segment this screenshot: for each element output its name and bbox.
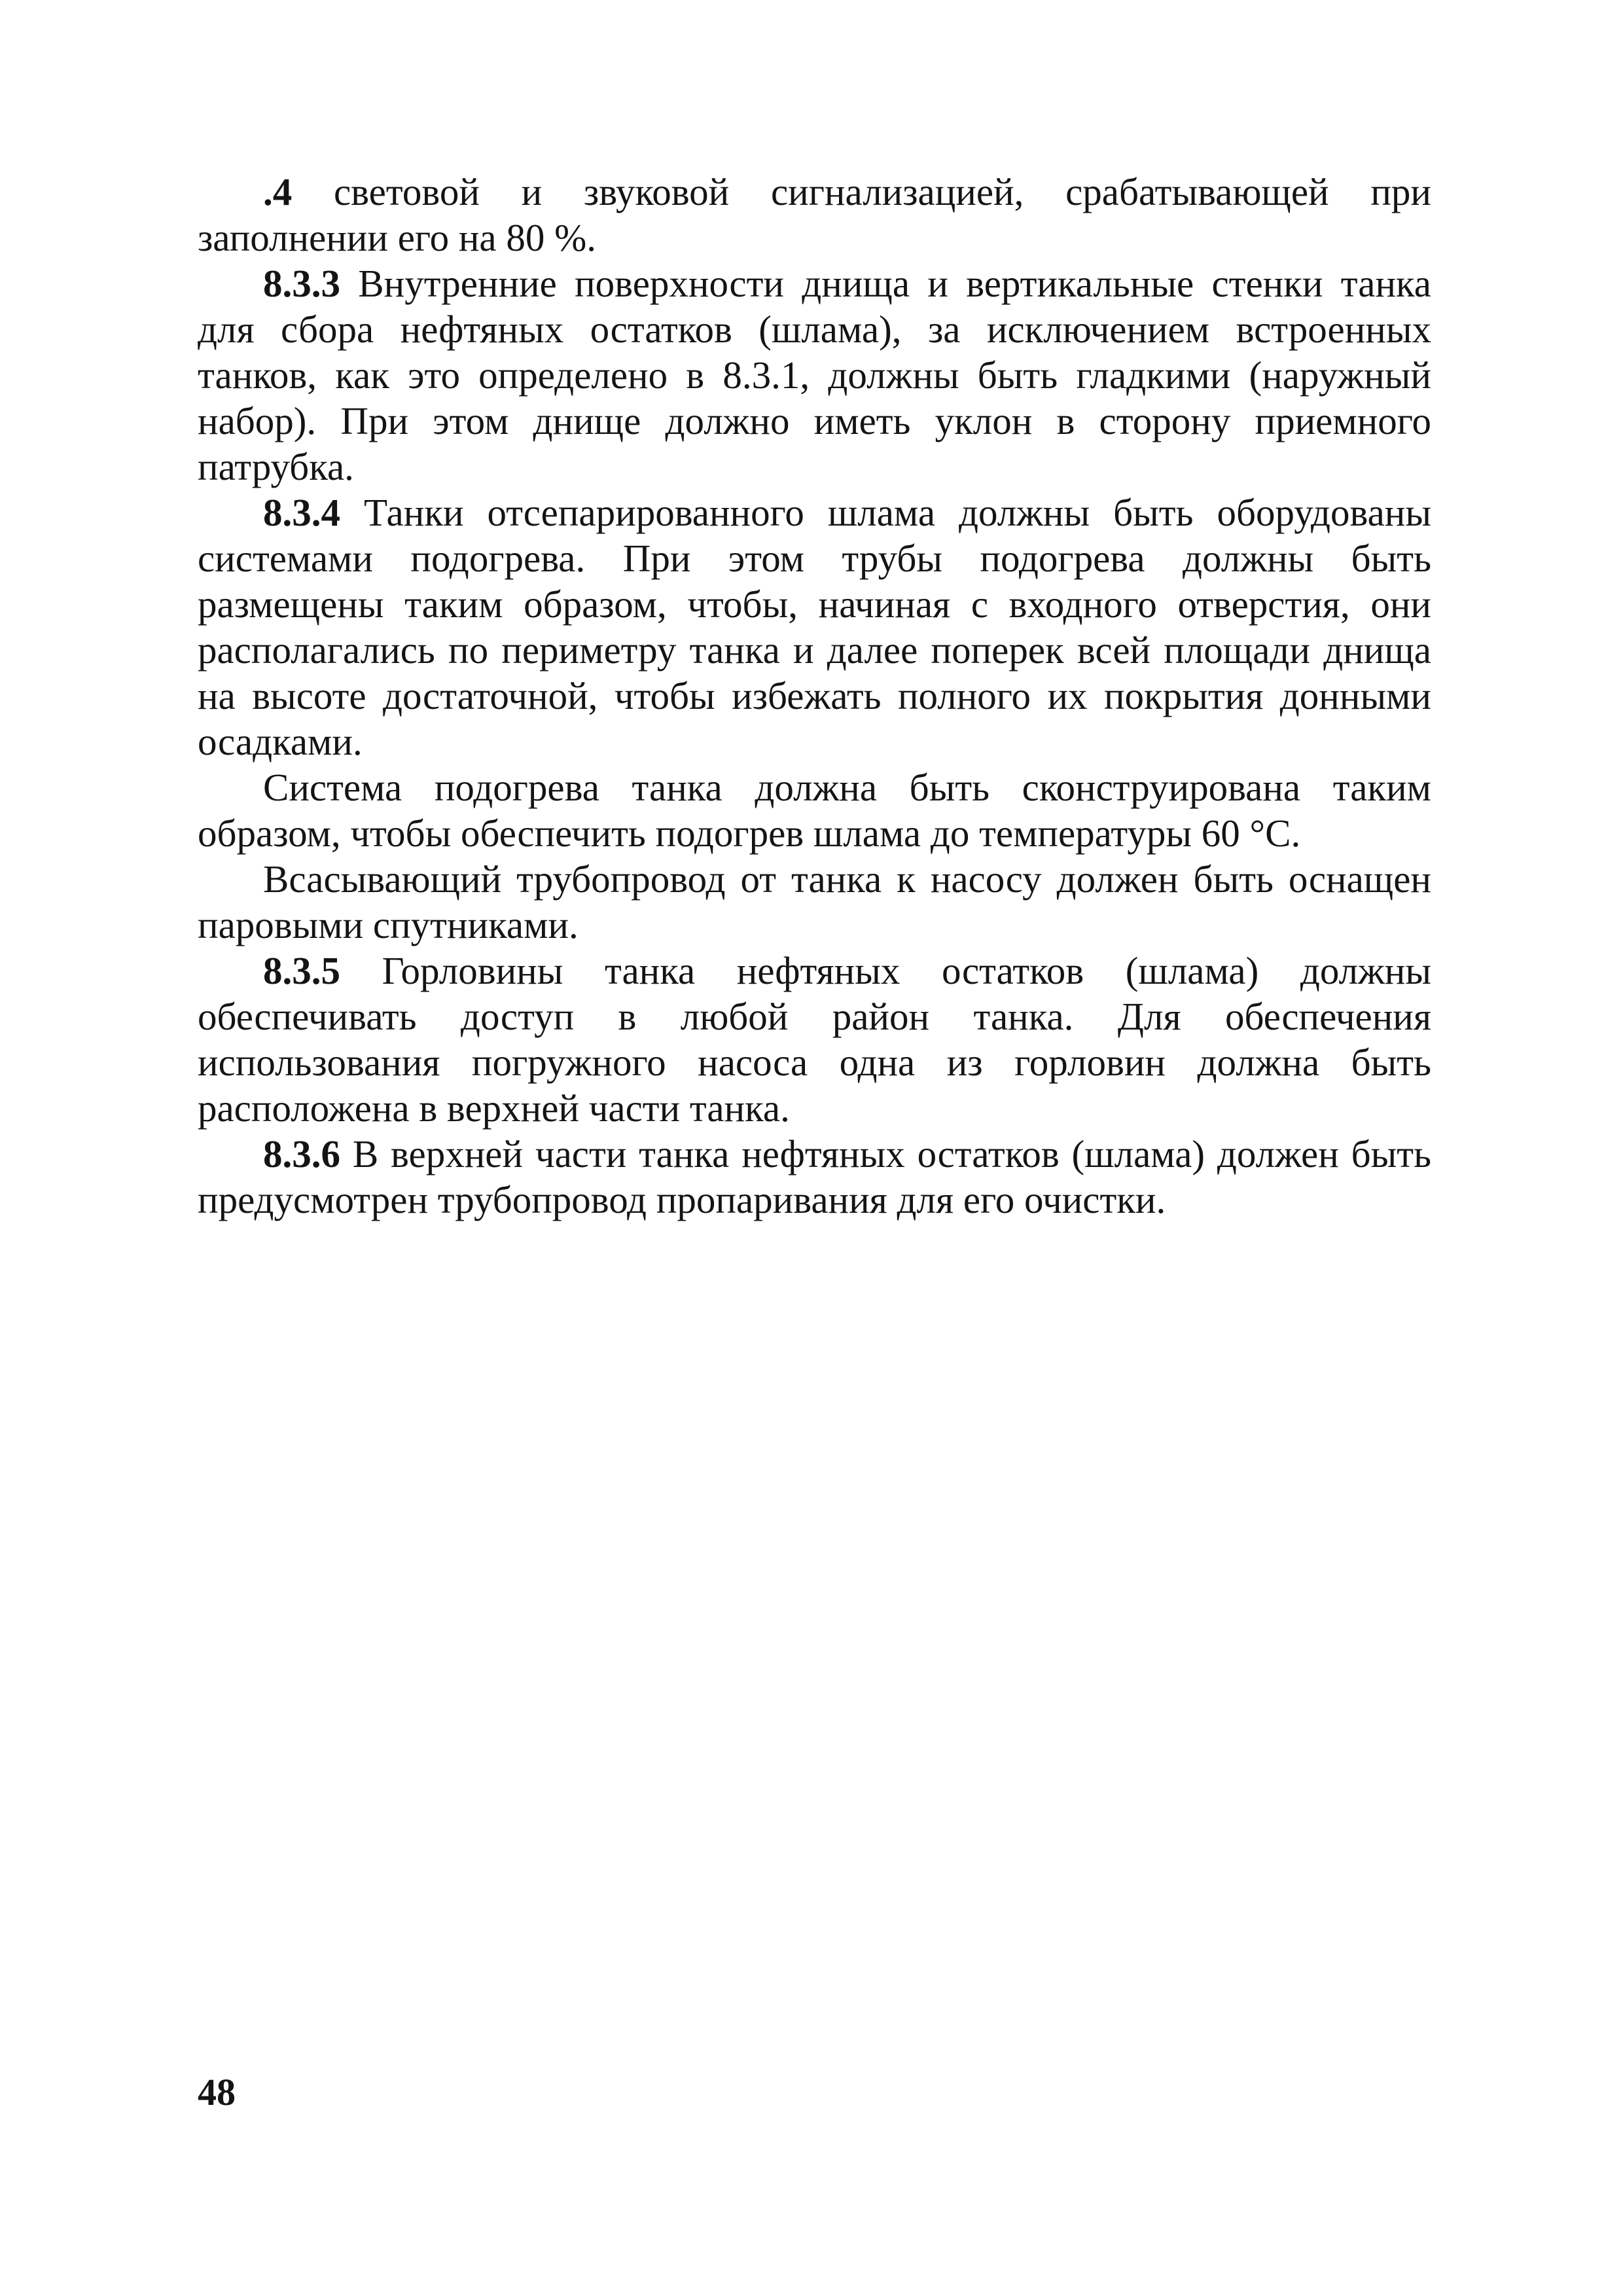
paragraph-item-4 — [198, 169, 1431, 260]
page-number: 48 — [198, 2071, 236, 2113]
paragraph-text: Танки отсепарированного шлама должны быть оборудованы системами подогрева. При этом трубы подогрева должны быть размещены таким образом, чтобы, начиная с входного отверстия, они располагались по периметру танка и далее поперек всей площади днища на высоте достаточной, чтобы избежать полного их покрытия донными осадками. — [198, 491, 1431, 763]
paragraph-heating-system — [198, 764, 1431, 856]
clause-number: 8.3.6 — [263, 1132, 340, 1175]
clause-number: 8.3.4 — [263, 491, 340, 534]
paragraph-text: световой и звуковой сигнализацией, срабатывающей при заполнении его на 80 %. — [198, 170, 1431, 259]
clause-number: .4 — [263, 170, 293, 213]
paragraph-text: Горловины танка нефтяных остатков (шлама) должны обеспечивать доступ в любой район танка. Для обеспечения использования погружного насоса одна из горловин должна быть расположена в верхней части танка. — [198, 949, 1431, 1130]
clause-number: 8.3.5 — [263, 949, 340, 992]
paragraph-8-3-5 — [198, 948, 1431, 1131]
paragraph-text: В верхней части танка нефтяных остатков (шлама) должен быть предусмотрен трубопровод пропаривания для его очистки. — [198, 1132, 1431, 1221]
body-text — [198, 169, 1431, 1223]
paragraph-text: Всасывающий трубопровод от танка к насосу должен быть оснащен паровыми спутниками. — [198, 857, 1431, 946]
paragraph-8-3-3 — [198, 260, 1431, 490]
paragraph-text: Внутренние поверхности днища и вертикальные стенки танка для сбора нефтяных остатков (шлама), за исключением встроенных танков, как это определено в 8.3.1, должны быть гладкими (наружный набор). При этом днище должно иметь уклон в сторону приемного патрубка. — [198, 262, 1431, 488]
paragraph-suction-pipe — [198, 856, 1431, 948]
paragraph-8-3-4 — [198, 490, 1431, 764]
paragraph-8-3-6 — [198, 1131, 1431, 1223]
clause-number: 8.3.3 — [263, 262, 340, 305]
paragraph-text: Система подогрева танка должна быть сконструирована таким образом, чтобы обеспечить подогрев шлама до температуры 60 °С. — [198, 766, 1431, 855]
